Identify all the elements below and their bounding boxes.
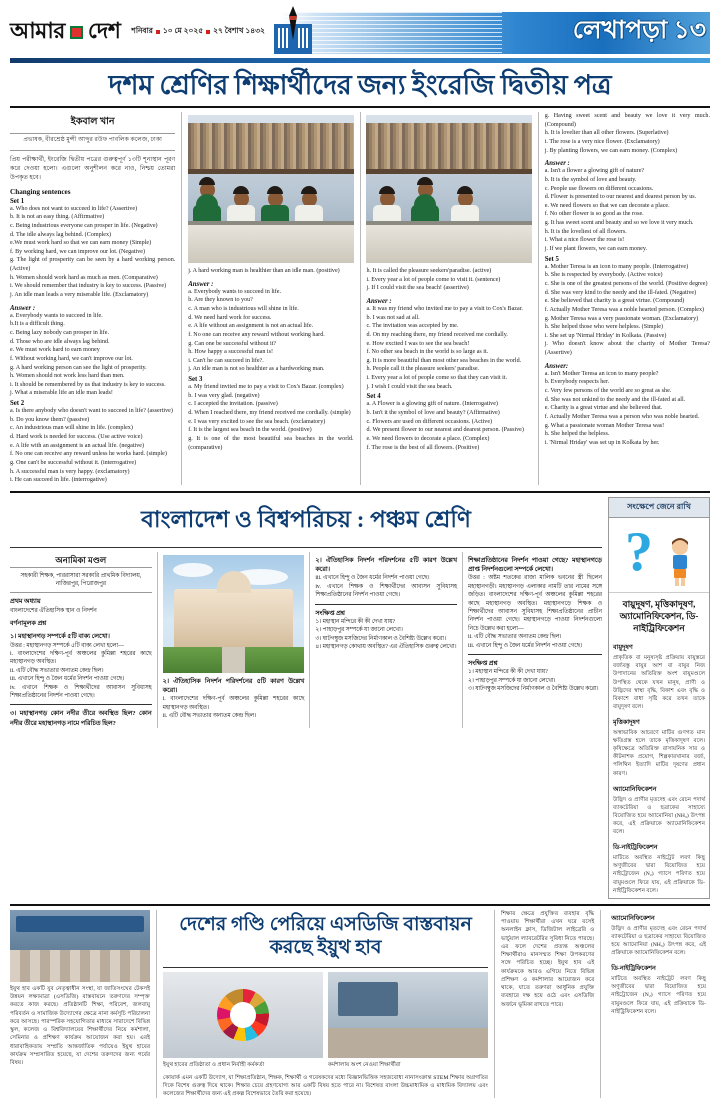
sidebar-body-2b: উদ্ভিদ ও প্রাণীর মৃতদেহ এবং রেচন পদার্থ ব্যাকটেরিয়া ও ছত্রাকের সাহায্যে বিয়োজিত হয়ে অ্যামোনিয়া (NH₃) উৎপন্ন করে, এই প্রক্রিয়াকে অ্যামোনিফিকেশন বলে। bbox=[611, 925, 707, 957]
sidebar-term-3b: ডি-নাইট্রিফিকেশন bbox=[611, 965, 656, 973]
rule bbox=[10, 904, 710, 906]
english-author: ইকবাল খান bbox=[70, 117, 115, 128]
q-line: c. An industrious man will shine in life. (complex) bbox=[10, 425, 133, 432]
rule bbox=[10, 491, 710, 493]
a-line: e. How excited I was to see the sea beach! bbox=[366, 340, 470, 347]
set-4-questions-cont bbox=[545, 112, 710, 155]
bangla-headline: বাংলাদেশ ও বিশ্বপরিচয় : পঞ্চম শ্রেণি bbox=[141, 506, 471, 532]
bangla-author: অনামিকা মণ্ডল bbox=[55, 554, 107, 565]
bangla-point: ii. এটি বৌদ্ধ সভ্যতার অন্যতম কেন্দ্র ছিল। bbox=[467, 634, 562, 641]
bottom-sidebar-column bbox=[607, 910, 710, 1098]
section-label: লেখাপড়া ১৩ bbox=[572, 17, 706, 44]
masthead-date bbox=[131, 26, 265, 38]
set-label-3: Set 3 bbox=[188, 376, 203, 384]
shelf-edge bbox=[188, 169, 353, 174]
divider bbox=[10, 150, 175, 151]
set-label-1: Set 1 bbox=[10, 197, 25, 205]
section-english bbox=[10, 63, 710, 485]
walkway bbox=[222, 647, 245, 673]
english-column-2 bbox=[188, 112, 353, 485]
short-q-3b: ৩। ষাটগম্বুজ মসজিদের নির্মাণকাল ও বৈশিষ্ট্য উল্লেখ করো। bbox=[467, 685, 599, 692]
bullet-icon bbox=[156, 30, 160, 34]
answer-label-4: Answer : bbox=[544, 160, 570, 168]
hair bbox=[199, 177, 215, 185]
sidebar-header: সংক্ষেপে জেনে রাখি bbox=[609, 498, 709, 518]
q-line: h. It is lovelier than all other flowers. (Superlative) bbox=[544, 130, 669, 137]
a-line: c. Very few persons of the world are so great as she. bbox=[544, 387, 672, 394]
a-line: h. Women should not work less hard than men. bbox=[10, 373, 125, 380]
a-line: b. Everybody respects her. bbox=[544, 379, 610, 386]
chapter-title: বাংলাদেশের ঐতিহাসিক স্থান ও নিদর্শন bbox=[10, 607, 97, 614]
q-line: j. Who doesn't know about the charity of Mother Teresa? (Assertive) bbox=[544, 341, 710, 357]
a-line: e. Charity is a great virtue and she believed that. bbox=[544, 405, 663, 412]
q-line: h. She helped those who were helpless. (Simple) bbox=[544, 324, 663, 331]
column-divider bbox=[309, 552, 310, 728]
a-line: b. Are they known to you? bbox=[188, 297, 253, 304]
answer-label-3: Answer : bbox=[366, 297, 392, 305]
rule bbox=[315, 604, 457, 605]
bangla-q1-intro: উত্তর : মহাস্থানগড় সম্পর্কে ৫টি বাক্য লেখা হলো— bbox=[10, 642, 124, 649]
q-line: a. Is there anybody who doesn't want to succeed in life? (assertive) bbox=[10, 408, 173, 415]
divider bbox=[10, 567, 152, 568]
a-line: a. Isn't a flower a glowing gift of nature? bbox=[544, 168, 645, 175]
a-line: h. People call it the pleasure seekers' paradise. bbox=[366, 366, 480, 373]
q-line: e. She believed that charity is a great virtue. (Compound) bbox=[544, 298, 685, 305]
divider bbox=[10, 592, 152, 593]
bottom-caption-right: কর্মশালায় অংশ নেওয়া শিক্ষার্থীরা bbox=[328, 1062, 401, 1069]
q-line: e. A life with an assignment is an actual life. (negative) bbox=[10, 442, 145, 449]
a-line: d. She was not unkind to the needy and the ill-fated at all. bbox=[544, 396, 686, 403]
a-line: a. Isn't Mother Teresa an icon to many people? bbox=[544, 370, 659, 377]
scarf bbox=[196, 194, 218, 207]
rule bbox=[10, 704, 152, 705]
answer-label-2: Answer : bbox=[188, 280, 214, 288]
a-line: b. I was not sad at all. bbox=[366, 314, 420, 321]
column-divider bbox=[538, 112, 539, 485]
masthead-brand bbox=[10, 8, 273, 56]
q-line: e. I was very excited to see the sea beach. (exclamatory) bbox=[188, 418, 326, 425]
set-3-questions-cont bbox=[366, 267, 531, 293]
sidebar-term-2b: অ্যামোনিফিকেশন bbox=[611, 914, 655, 922]
bangla-column-4 bbox=[468, 552, 602, 728]
column-divider bbox=[494, 910, 495, 1098]
date-bangla: ২৭ বৈশাখ ১৪৩২ bbox=[213, 26, 265, 35]
q-line: j. A hard working man is healthier than an idle man. (positive) bbox=[188, 268, 340, 275]
a-line: d. We need hard work for success. bbox=[188, 314, 272, 321]
bangla-q1-point: iii. এখানে হিন্দু ও জৈন ধর্মের নিদর্শন পাওয়া গেছে। bbox=[10, 676, 125, 683]
bangla-q1: ১। মহাস্থানগড় সম্পর্কে ৫টি বাক্য লেখো। bbox=[10, 633, 110, 641]
masthead bbox=[10, 8, 710, 56]
bangla-q1-point: ii. এটি বৌদ্ধ সভ্যতার অন্যতম কেন্দ্র ছিল। bbox=[162, 713, 257, 720]
q-line: f. No one can receive any reward unless he works hard. (simple) bbox=[10, 451, 167, 458]
short-q-label-2: সংক্ষিপ্ত প্রশ্ন bbox=[467, 659, 498, 667]
q-line: g. Having sweet scent and beauty we love it very much. (Compound) bbox=[544, 113, 710, 128]
q-line: d. We present flower to our nearest and dearest person. (Passive) bbox=[366, 427, 524, 434]
desk bbox=[188, 225, 353, 263]
q-line: a. Mother Teresa is an icon to many people. (Interrogative) bbox=[544, 263, 689, 270]
a-line: f. Without working hard, we can't improve our lot. bbox=[10, 355, 133, 362]
bottom-headline: দেশের গণ্ডি পেরিয়ে এসডিজি বাস্তবায়ন করছে ইয়ুথ হাব bbox=[179, 913, 472, 958]
english-column-3 bbox=[366, 112, 531, 485]
section-bangla bbox=[10, 491, 710, 899]
q-line: i. He can succeed in life. (interrogative) bbox=[10, 477, 107, 484]
set-3-answers bbox=[366, 305, 531, 391]
cloud bbox=[173, 563, 213, 577]
paper-name-part2: দেশ bbox=[87, 17, 121, 43]
english-headline: দশম শ্রেণির শিক্ষার্থীদের জন্য ইংরেজি দ্বিতীয় পত্র bbox=[108, 70, 612, 100]
masthead-stripes bbox=[282, 12, 502, 54]
column-divider bbox=[360, 112, 361, 485]
set-1-questions bbox=[10, 205, 175, 300]
set-2-answers bbox=[188, 288, 353, 374]
a-line: a. Everybody wants to succeed in life. bbox=[10, 312, 103, 319]
short-q-1: ১। মহাস্থান মন্দিরে কী কী দেখা যায়? bbox=[315, 618, 396, 625]
a-line: j. I wish I could visit the sea beach. bbox=[366, 383, 453, 390]
sdg-wheel-center bbox=[230, 1002, 256, 1028]
bangla-q3: ৩। মহাস্থানগড় কোন নদীর তীরে অবস্থিত ছিল? কোন নদীর তীরে মহাস্থানগড় নামে পরিচিত ছিল? bbox=[10, 710, 152, 727]
sidebar-title: বায়ুদূষণ, মৃত্তিকাদূষণ, অ্যামোনিফিকেশন, ডি-নাইট্রিফিকেশন bbox=[619, 598, 699, 634]
bookshelf bbox=[366, 123, 531, 169]
sidebar-term-0: বায়ুদূষণ bbox=[613, 644, 633, 652]
bangla-q2-again: ২। ঐতিহাসিক নিদর্শন পরিদর্শনের ৫টি কারণ উল্লেখ করো। bbox=[315, 556, 458, 574]
a-line: h. She helped the helpless. bbox=[544, 431, 610, 438]
a-line: f. No one can receive any reward without working hard. bbox=[188, 331, 325, 338]
a-line: j. If we plant flowers, we can earn money. bbox=[544, 246, 648, 253]
english-intro: প্রিয় পরীক্ষার্থী, ইংরেজি দ্বিতীয় পত্রের গুরুত্বপূর্ণ ১৩টি শূন্যস্থান পূরণ করে দেওয়া হলো। এগুলো অনুশীলন করে নাও, নিশ্চয় তোমরা উপকৃত হবে। bbox=[10, 155, 176, 182]
a-line: f. No other flower is so good as the rose. bbox=[544, 211, 644, 218]
short-q-4: ৪। মহাস্থানগড় কোথায় অবস্থিত? এর ঐতিহাসিক গুরুত্ব লেখো। bbox=[315, 644, 457, 651]
q-line: h. It is called the pleasure seekers'paradise. (active) bbox=[366, 268, 492, 275]
q-line: g. The light of prosperity can be seen by a hard working person. (Active) bbox=[10, 257, 176, 273]
q-line: j. By planting flowers, we can earn money. (Complex) bbox=[544, 147, 678, 154]
bangla-q1-point: iv. এখানে শিক্ষক ও শিক্ষার্থীদের আবাসন সুবিধাসহ শিক্ষাপ্রতিষ্ঠানের নিদর্শন পাওয়া গেছে। bbox=[10, 684, 152, 699]
a-line: d. On my reaching there, my friend received me cordially. bbox=[366, 331, 508, 338]
hair bbox=[379, 186, 395, 194]
q-line: c. Flowers are used on different occasions. (Active) bbox=[366, 418, 493, 425]
q-line: g. It is one of the most beautiful sea beaches in the world. (comparative) bbox=[188, 435, 354, 451]
bottom-column-right bbox=[501, 910, 594, 1098]
q-line: g. Mother Teresa was a very passionate woman. (Exclamatory) bbox=[544, 315, 699, 322]
sdg-wheel-photo bbox=[163, 972, 323, 1058]
bangla-q2: ২। ঐতিহাসিক নিদর্শন পরিদর্শনের ৫টি কারণ উল্লেখ করো। bbox=[162, 677, 305, 695]
q-line: b. Do you know them? (passive) bbox=[10, 416, 90, 423]
qtype-label: বর্ণনামূলক প্রশ্ন bbox=[10, 620, 47, 628]
a-line: b.It is a difficult thing. bbox=[10, 321, 65, 328]
shelf-edge bbox=[366, 169, 531, 174]
set-2-questions bbox=[10, 407, 175, 485]
a-line: g. It is more beautiful than most other sea beaches in the world. bbox=[366, 357, 522, 364]
hair bbox=[267, 186, 283, 194]
classroom-photo-2 bbox=[366, 115, 531, 263]
q-line: d. Hard work is needed for success. (Use active voice) bbox=[10, 433, 143, 440]
bottom-caption-mid: ইয়ুথ হাবের প্রতিষ্ঠাতা ও প্রধান নির্বাহী কর্মকর্তা bbox=[163, 1062, 265, 1069]
sidebar-term-1: মৃত্তিকাদূষণ bbox=[613, 719, 640, 727]
a-line: e. We need flowers so that we can decorate a place. bbox=[544, 202, 670, 209]
q-line: i. We should remember that industry is key to success. (Passive) bbox=[10, 283, 167, 290]
chapter-label: প্রথম অধ্যায় bbox=[10, 598, 41, 606]
set-5-answers bbox=[545, 370, 710, 448]
short-q-1b: ১। মহাস্থান মন্দিরে কী কী দেখা যায়? bbox=[467, 669, 548, 676]
rule bbox=[163, 967, 488, 968]
column-divider bbox=[600, 910, 601, 1098]
bangla-q1-point: i. বাংলাদেশের দক্ষিণ-পূর্ব অঞ্চলের কুমিল্লা শহরের কাছে মহাস্থানগড় অবস্থিত। bbox=[10, 650, 152, 666]
sdg-photo-block bbox=[163, 972, 323, 1069]
a-line: e. We must work hard to earn money bbox=[10, 347, 100, 354]
a-line: b. It is the symbol of love and beauty. bbox=[544, 176, 637, 183]
answer-label-1: Answer : bbox=[10, 304, 36, 312]
set-3-questions bbox=[188, 383, 353, 452]
bottom-right-text: শিক্ষার ক্ষেত্রে প্রযুক্তির ব্যবহার বৃদ্ধি পাওয়ায় শিক্ষার্থীরা এখন ঘরে বসেই অনলাইন ক্লাস, ডিজিটাল লাইব্রেরি ও ভার্চুয়াল ল্যাবরেটরির সুবিধা নিতে পারছে। এর ফলে দেশের প্রত্যন্ত অঞ্চলের শিক্ষার্থীরাও মানসম্মত শিক্ষা উপকরণের সঙ্গে পরিচিত হচ্ছে। ইয়ুথ হাব এই কার্যক্রমকে আরও এগিয়ে নিতে বিভিন্ন প্রশিক্ষণ ও কর্মশালার আয়োজন করে থাকে, যাতে তরুণরা আধুনিক প্রযুক্তি ব্যবহারে দক্ষ হয়ে ওঠে এবং এসডিজি অর্জনে ভূমিকা রাখতে পারে। bbox=[500, 910, 595, 1008]
q-line: j. An idle man leads a very miserable life. (Exclamatory) bbox=[10, 292, 149, 299]
rule bbox=[468, 654, 602, 655]
a-line: c. People use flowers on different occasions. bbox=[544, 185, 654, 192]
a-line: d. Those who are idle always lag behind. bbox=[10, 338, 110, 345]
set-1-answers bbox=[10, 312, 175, 398]
sidebar-know-briefly bbox=[608, 497, 710, 899]
palace-building bbox=[174, 589, 293, 647]
bangla-column-1 bbox=[10, 552, 152, 728]
q-line: e.We must work hard so that we can earn money (Simple) bbox=[10, 240, 152, 247]
set-label-2: Set 2 bbox=[10, 400, 25, 408]
rule bbox=[10, 547, 602, 548]
q-line: j. If I could visit the sea beach! (assertive) bbox=[366, 285, 469, 292]
a-line: i. Every year a lot of people come so that they can visit it. bbox=[366, 375, 508, 382]
q-line: b. Isn't it the symbol of love and beauty? (Affirmative) bbox=[366, 410, 500, 417]
hair bbox=[233, 186, 249, 194]
sidebar-term-3: ডি-নাইট্রিফিকেশন bbox=[613, 844, 658, 852]
q-line: i. She set up 'Nirmal Hriday' in Kolkata. (Passive) bbox=[544, 332, 667, 339]
date-day: শনিবার bbox=[131, 26, 153, 35]
bangla-point: iv. এখানে শিক্ষক ও শিক্ষার্থীদের আবাসন সুবিধাসহ শিক্ষাপ্রতিষ্ঠানের নিদর্শন পাওয়া গেছে। bbox=[315, 583, 458, 599]
bangla-mid-ans: উত্তর : অষ্টম শতকের রাজা মালিক ভবনের স্ত্রী ছিলেন মহাস্থানগড়ী। মহাস্থানগড় এলাকার নামটি তার নামের সঙ্গে জড়িত। বাংলাদেশের দক্ষিণ-পূর্ব অঞ্চলের কুমিল্লা শহরের কাছে মহাস্থানগড় অবস্থিত। মহাস্থানগড়ে শিক্ষক ও শিক্ষার্থীদের আবাসন সুবিধাসহ শিক্ষাপ্রতিষ্ঠানের প্রাচীন নিদর্শন পাওয়া গেছে। মহাস্থানগড়ে পাওয়া নিদর্শনগুলো নিচে উল্লেখ করা হলো— bbox=[467, 575, 602, 632]
q-line: i. Every year a lot of people come to visit it. (sentence) bbox=[366, 276, 501, 283]
sidebar-illustration bbox=[609, 518, 709, 593]
english-columns bbox=[10, 108, 710, 485]
column-divider bbox=[181, 112, 182, 485]
sidebar-body-3: মাটিতে অবস্থিত নাইট্রেট লবণ কিছু অণুজীবের দ্বারা বিয়োজিত হয়ে নাইট্রোজেন (N₂) গ্যাসে পরিণত হয়ে বায়ুমণ্ডলে ফিরে যায়, এই প্রক্রিয়াকে ডি-নাইট্রিফিকেশন বলে। bbox=[613, 855, 705, 894]
set-label-5: Set 5 bbox=[544, 255, 559, 263]
book-pen-logo-icon bbox=[272, 6, 314, 56]
a-line: a. It was my friend who invited me to pay a visit to Cox's Bazar. bbox=[366, 305, 523, 312]
hair bbox=[457, 186, 473, 194]
scarf bbox=[414, 194, 436, 207]
classroom-photo-block bbox=[328, 972, 488, 1069]
q-line: c. Being industrious everyone can prosper in life. (Negative) bbox=[10, 222, 158, 229]
classroom-photo bbox=[188, 115, 353, 263]
bangla-q1-point: i. বাংলাদেশের দক্ষিণ-পূর্ব অঞ্চলের কুমিল্লা শহরের কাছে মহাস্থানগড় অবস্থিত। bbox=[162, 696, 305, 711]
bottom-column-left bbox=[10, 910, 150, 1098]
q-line: d. The idle always lag behind. (Complex) bbox=[10, 231, 112, 238]
english-column-4 bbox=[545, 112, 710, 485]
q-line: c. I accepted the invitation. (passive) bbox=[188, 401, 278, 408]
question-mark-icon: ? bbox=[625, 520, 653, 583]
divider bbox=[10, 133, 175, 134]
q-line: i. The rose is a very nice flower. (Exclamatory) bbox=[544, 138, 660, 145]
a-line: h. How happy a successful man is! bbox=[188, 349, 274, 356]
a-line: e. A life without an assignment is not an actual life. bbox=[188, 323, 314, 330]
english-author-desc: প্রভাষক, বীরশ্রেষ্ঠ মুন্সী আব্দুর রউফ পাবলিক কলেজ, ঢাকা bbox=[23, 136, 162, 144]
q-line: b. It is not an easy thing. (Affirmative) bbox=[10, 214, 105, 221]
q-line: b. I was very glad. (negative) bbox=[188, 392, 260, 399]
a-line: i. 'Nirmal Hriday' was set up in Kolkata by her. bbox=[544, 439, 660, 446]
set-4-questions bbox=[366, 400, 531, 452]
newspaper-page bbox=[0, 8, 720, 1098]
bangla-column-3 bbox=[315, 552, 457, 728]
a-line: i. It should be remembered by us that industry is key to success. bbox=[10, 381, 166, 388]
a-line: f. Actually Mother Teresa was a person who was noble hearted. bbox=[544, 413, 700, 420]
boy-illustration-icon bbox=[667, 537, 693, 587]
bangla-columns bbox=[10, 552, 602, 728]
topic-heading: Changing sentences bbox=[10, 187, 71, 196]
training-session-photo bbox=[328, 972, 488, 1058]
english-column-1 bbox=[10, 112, 175, 485]
set-5-questions bbox=[545, 263, 710, 358]
sidebar-body-2: উদ্ভিদ ও প্রাণীর মৃতদেহ এবং রেচন পদার্থ ব্যাকটেরিয়া ও ছত্রাকের সাহায্যে বিয়োজিত হয়ে অ্যামোনিয়া (NH₃) উৎপন্ন করে, এই প্রক্রিয়াকে অ্যামোনিফিকেশন বলে। bbox=[613, 796, 705, 836]
bangla-wrap bbox=[10, 497, 710, 899]
a-line: g. A hard working person can see the light of prosperity. bbox=[10, 364, 147, 371]
a-line: h. It is the loveliest of all flowers. bbox=[544, 228, 627, 235]
a-line: d. Flower is presented to our nearest and dearest person by us. bbox=[544, 194, 697, 201]
hair bbox=[417, 177, 433, 185]
bangla-q1-point: ii. এটি বৌদ্ধ সভ্যতার অন্যতম কেন্দ্র ছিল। bbox=[10, 667, 104, 674]
a-line: j. An idle man is not so healthier as a hardworking man. bbox=[188, 366, 325, 373]
short-q-2b: ২। পাহাড়পুর সম্পর্কে যা জানো লেখো। bbox=[467, 677, 556, 684]
short-q-3: ৩। ষাটগম্বুজ মসজিদের নির্মাণকাল ও বৈশিষ্ট্য উল্লেখ করো। bbox=[315, 635, 446, 642]
a-line: g. What a passionate woman Mother Teresa was! bbox=[544, 422, 665, 429]
q-line: c. She is one of the greatest persons of the world. (Positive degree) bbox=[544, 280, 708, 287]
sidebar-term-2: অ্যামোনিফিকেশন bbox=[613, 785, 657, 793]
sidebar-body-3b: মাটিতে অবস্থিত নাইট্রেট লবণ কিছু অণুজীবের দ্বারা বিয়োজিত হয়ে নাইট্রোজেন (N₂) গ্যাসে পরিণত হয়ে বায়ুমণ্ডলে ফিরে যায়, এই প্রক্রিয়াকে ডি-নাইট্রিফিকেশন বলে। bbox=[611, 976, 707, 1015]
q-line: f. It is the largest sea beach in the world. (positive) bbox=[188, 427, 312, 434]
sidebar-body-1: অস্বাভাবিক আচরণে মাটির গুণগত মান ক্ষতিগ্রস্ত হলে তাকে মৃত্তিকাদূষণ বলে। কৃষিক্ষেত্রে অতিরিক্ত রাসায়নিক সার ও কীটনাশক প্রয়োগ, শিল্পকারখানার বর্জ্য, পলিথিন ইত্যাদি মাটির দূষণের প্রধান কারণ। bbox=[613, 730, 705, 777]
hair bbox=[301, 186, 317, 194]
sidebar-body-0: প্রাকৃতিক বা মনুষ্যসৃষ্ট প্রক্রিয়ায় বায়ুস্তরে বর্জ্যবস্তু বায়ুর আশ বা বায়ুর নিজ উপাদানের অতিরিক্ত অংশ বায়ুমণ্ডলে উপস্থিত থেকে যখন মানুষ, প্রাণী ও উদ্ভিদের স্বাস্থ্য বৃদ্ধি, বিকাশ এবং বৃদ্ধি ও বিকাশে বাধা সৃষ্টি করে তখন তাকে বায়ুদূষণ বলে। bbox=[613, 655, 705, 710]
bangla-column-2 bbox=[163, 552, 305, 728]
q-line: a. Who does not want to succeed in life? (Assertive) bbox=[10, 205, 138, 212]
bookshelf bbox=[188, 123, 353, 169]
q-line: a. A Flower is a glowing gift of nature. (Interrogative) bbox=[366, 401, 498, 408]
q-line: f. The rose is the best of all flowers. (Positive) bbox=[366, 444, 480, 451]
bullet-icon bbox=[206, 30, 210, 34]
date-gregorian: ১০ মে ২০২৫ bbox=[162, 26, 204, 35]
q-line: g. One can't be successful without it. (interrogative) bbox=[10, 459, 137, 466]
a-line: f. No other sea beach in the world is so large as it. bbox=[366, 349, 489, 356]
q-line: f. By working hard, we can improve our lot. (Negative) bbox=[10, 248, 146, 255]
a-line: c. Being lazy nobody can prosper in life. bbox=[10, 329, 109, 336]
bottom-left-text: ইয়ুথ হাব একটি যুব নেতৃত্বাধীন সংস্থা, যা জাতিসংঘের টেকসই উন্নয়ন লক্ষ্যমাত্রা (এসডিজি) বাস্তবায়নে তরুণদের সম্পৃক্ত করতে কাজ করছে। প্রতিষ্ঠানটি শিক্ষা, পরিবেশ, জলবায়ু পরিবর্তন ও সামাজিক উদ্যোগের ক্ষেত্রে নানা কর্মসূচি পরিচালনা করে আসছে। পারস্পরিক সহযোগিতার মাধ্যমে সারাদেশে বিভিন্ন স্কুল, কলেজ ও বিশ্ববিদ্যালয়ের শিক্ষার্থীদের নিয়ে কর্মশালা, সেমিনার ও প্রশিক্ষণ কার্যক্রম আয়োজন করা হয়। এরই ধারাবাহিকতায় সম্প্রতি আন্তর্জাতিক পর্যায়েও ইয়ুথ হাবের কার্যক্রম সম্প্রসারিত হয়েছে, যা দেশের তরুণদের জন্য গর্বের বিষয়। bbox=[10, 985, 151, 1067]
a-line: g. It has sweet scent and beauty and so we love it very much. bbox=[544, 220, 694, 227]
bangla-author-desc: সহকারী শিক্ষক, পাররাসারা সরকারি প্রাথমিক বিদ্যালয়, নাজিরপুর, পিরোজপুর bbox=[20, 573, 142, 588]
set-2-questions-cont bbox=[188, 267, 353, 276]
short-q-2: ২। পাহাড়পুর সম্পর্কে যা জানো লেখো। bbox=[315, 627, 403, 634]
a-line: i. What a nice flower the rose is! bbox=[544, 237, 625, 244]
q-line: h. A successful man is very happy. (exclamatory) bbox=[10, 468, 130, 475]
desk bbox=[366, 225, 531, 263]
q-line: d. When I reached there, my friend received me cordially. (simple) bbox=[188, 410, 351, 417]
bangla-point: iii. এখানে হিন্দু ও জৈন ধর্মের নিদর্শন পাওয়া গেছে। bbox=[315, 575, 430, 582]
a-line: a. Everybody wants to succeed in life. bbox=[188, 288, 281, 295]
a-line: c. The invitation was accepted by me. bbox=[366, 323, 459, 330]
column-divider bbox=[156, 910, 157, 1098]
bangla-q2-block bbox=[163, 677, 305, 721]
set-4-answers bbox=[545, 167, 710, 253]
column-divider bbox=[157, 552, 158, 728]
answer-label-5: Answer: bbox=[544, 362, 569, 370]
bangla-point: iii. এখানে হিন্দু ও জৈন ধর্মের নিদর্শন পাওয়া গেছে। bbox=[467, 642, 583, 649]
a-line: c. A man who is industrious will shine in life. bbox=[188, 305, 299, 312]
bottom-mid-text: কোয়ার্ক এমন একটি উদ্যোগ, যা শিক্ষাপ্রতিষ্ঠান, শিক্ষক, শিক্ষার্থী ও গবেষকদের মধ্যে বিজ্ঞানভিত্তিক সহজবোধ্য নানাসংক্রান্ত STEM শিক্ষার অগ্রগতির দিকে বিশেষ গুরুত্ব দিয়ে থাকে। শিক্ষার চেয়ে গ্রহণযোগ্য আর একটি বিষয় হতে পারে না। বিশেষত বাংলা উচ্চমাধ্যমিক ও মাধ্যমিক বিদ্যালয় এবং কলেজের শিক্ষার্থীদের জন্য এই প্রকল্প বিশেষভাবে তৈরি করা হয়েছে। bbox=[163, 1074, 489, 1098]
paper-name-part1: আমার bbox=[10, 17, 65, 43]
q-line: b. She is respected by everybody. (Active voice) bbox=[544, 272, 663, 279]
bangla-mid-q: শিক্ষাপ্রতিষ্ঠানের নিদর্শন পাওয়া গেছে? মহাস্থানগড়ে প্রাপ্ত নিদর্শনগুলো সম্পর্কে লেখো। bbox=[467, 556, 602, 574]
a-line: g. Can one be successful without it? bbox=[188, 340, 277, 347]
section-bottom bbox=[10, 904, 710, 1098]
column-divider bbox=[462, 552, 463, 728]
q-line: f. Actually Mother Teresa was a noble hearted person. (Complex) bbox=[544, 306, 705, 313]
a-line: j. What a miserable life an idle man leads! bbox=[10, 390, 113, 397]
a-line: i. Can't he can succeed in life?. bbox=[188, 357, 264, 364]
bottom-wrap bbox=[10, 910, 710, 1098]
bangla-main bbox=[10, 497, 602, 899]
q-line: d. She was very kind to the needy and the ill-fated. (Negative) bbox=[544, 289, 697, 296]
flag-icon bbox=[70, 26, 83, 39]
short-q-label: সংক্ষিপ্ত প্রশ্ন bbox=[315, 609, 345, 617]
q-line: h. Women should work hard as much as men. (Comparative) bbox=[10, 274, 158, 281]
workshop-group-photo bbox=[10, 910, 150, 982]
ahsan-manzil-photo bbox=[163, 555, 305, 673]
q-line: a. My friend invited me to pay a visit to Cox's Bazar. (complex) bbox=[188, 384, 344, 391]
bottom-column-mid bbox=[163, 910, 488, 1098]
q-line: e. We need flowers to decorate a place. (Complex) bbox=[366, 435, 490, 442]
set-label-4: Set 4 bbox=[366, 393, 381, 401]
